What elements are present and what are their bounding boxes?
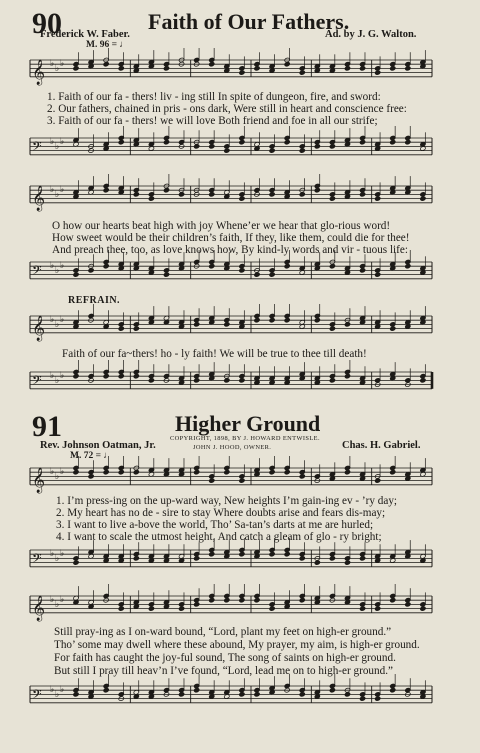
notehead xyxy=(163,188,169,193)
notehead xyxy=(329,688,335,693)
notehead xyxy=(103,188,109,193)
flat-icon: ♭ xyxy=(60,594,65,604)
half-note-icon: ♩ xyxy=(119,40,129,50)
notehead xyxy=(375,70,381,75)
notehead xyxy=(239,196,245,201)
notehead xyxy=(405,140,411,145)
hymn-91-chorus-line-2: Tho’ some may dwell where these abound, My prayer, my aim, is high-er ground. xyxy=(54,639,420,651)
notehead xyxy=(299,556,305,561)
notehead xyxy=(405,602,411,607)
bass-clef-icon: 𝄢 xyxy=(32,262,42,281)
notehead xyxy=(390,140,396,145)
hymn-91-chorus-line-3: For faith has caught the joy-ful sound, The song of saints on high-er ground. xyxy=(54,652,396,664)
notehead xyxy=(209,264,215,269)
notehead xyxy=(359,556,365,561)
notehead xyxy=(269,470,275,475)
notehead xyxy=(344,470,350,475)
notehead xyxy=(254,692,260,697)
notehead xyxy=(224,148,230,153)
quarter-note-icon: ♩ xyxy=(103,451,113,461)
notehead xyxy=(269,272,275,277)
hymn-91-system-1-bass xyxy=(0,544,480,584)
flat-icon: ♭ xyxy=(50,260,55,270)
notehead xyxy=(194,322,200,327)
notehead xyxy=(299,598,305,603)
notehead xyxy=(224,378,230,383)
hymn-91-owner: JOHN J. HOOD, OWNER. xyxy=(193,444,272,451)
notehead xyxy=(103,688,109,693)
flat-icon: ♭ xyxy=(50,184,55,194)
hymn-91-verse-4: 4. I want to scale the utmost height, And catch a gleam of glo - ry bright; xyxy=(56,531,382,543)
notehead xyxy=(329,264,335,269)
treble-clef-icon: 𝄞 xyxy=(32,315,46,341)
flat-icon: ♭ xyxy=(50,548,55,558)
flat-icon: ♭ xyxy=(60,184,65,194)
bass-clef-icon: 𝄢 xyxy=(32,550,42,569)
notehead xyxy=(163,140,169,145)
flat-icon: ♭ xyxy=(55,319,60,329)
hymn-90-refrain-bass xyxy=(0,366,480,406)
notehead xyxy=(344,66,350,71)
flat-icon: ♭ xyxy=(50,684,55,694)
notehead xyxy=(390,688,396,693)
notehead xyxy=(390,66,396,71)
flat-icon: ♭ xyxy=(55,375,60,385)
notehead xyxy=(359,192,365,197)
notehead xyxy=(344,560,350,565)
hymn-90-system-2-treble xyxy=(0,180,480,220)
flat-icon: ♭ xyxy=(50,314,55,324)
notehead xyxy=(314,144,320,149)
notehead xyxy=(329,326,335,331)
notehead xyxy=(224,322,230,327)
notehead xyxy=(239,478,245,483)
hymn-91-verse-2: 2. My heart has no de - sire to stay Where doubts arise and fears dis-may; xyxy=(56,507,386,519)
bass-clef-icon: 𝄢 xyxy=(32,686,42,705)
treble-clef-icon: 𝄞 xyxy=(32,185,46,211)
hymn-90-verse-3: 3. Faith of our fa - thers! we will love Both friend and foe in all our strife; xyxy=(47,115,378,127)
notehead xyxy=(299,192,305,197)
notehead xyxy=(133,374,139,379)
notehead xyxy=(148,378,154,383)
treble-clef-icon: 𝄞 xyxy=(32,59,46,85)
notehead xyxy=(405,66,411,71)
notehead xyxy=(359,606,365,611)
hymn-91-system-2-treble xyxy=(0,590,480,630)
flat-icon: ♭ xyxy=(50,370,55,380)
notehead xyxy=(103,374,109,379)
flat-icon: ♭ xyxy=(60,260,65,270)
notehead xyxy=(239,598,245,603)
hymn-90-verse-1: 1. Faith of our fa - thers! liv - ing still In spite of dungeon, fire, and sword: xyxy=(47,91,381,103)
flat-icon: ♭ xyxy=(55,189,60,199)
flat-icon: ♭ xyxy=(55,689,60,699)
notehead xyxy=(73,470,79,475)
notehead xyxy=(375,478,381,483)
hymn-90-number: 90 xyxy=(32,7,62,40)
notehead xyxy=(269,192,275,197)
notehead xyxy=(73,66,79,71)
hymn-90-author: Frederick W. Faber. xyxy=(40,29,130,40)
notehead xyxy=(359,268,365,273)
flat-icon: ♭ xyxy=(60,370,65,380)
notehead xyxy=(284,470,290,475)
notehead xyxy=(194,378,200,383)
hymn-90-system-2-bass xyxy=(0,256,480,296)
flat-icon: ♭ xyxy=(55,471,60,481)
notehead xyxy=(73,272,79,277)
tempo-label: M. 72 = xyxy=(70,451,104,461)
notehead xyxy=(329,196,335,201)
hymn-90-verse-2: 2. Our fathers, chained in pris - ons dark, Were still in heart and conscience free: xyxy=(47,103,407,115)
notehead xyxy=(284,264,290,269)
hymn-91-number: 91 xyxy=(32,410,62,443)
flat-icon: ♭ xyxy=(50,58,55,68)
hymn-90-title: Faith of Our Fathers. xyxy=(148,9,350,34)
hymn-91-author: Rev. Johnson Oatman, Jr. xyxy=(40,440,156,451)
notehead xyxy=(269,552,275,557)
notehead xyxy=(299,474,305,479)
notehead xyxy=(133,326,139,331)
notehead xyxy=(269,318,275,323)
notehead xyxy=(209,552,215,557)
flat-icon: ♭ xyxy=(55,141,60,151)
notehead xyxy=(420,196,426,201)
hymn-91-tempo xyxy=(70,452,113,462)
hymn-90-refrain-line: Faith of our fa~thers! ho - ly faith! We will be true to thee till death! xyxy=(62,348,367,360)
tempo-label: M. 96 = xyxy=(86,40,120,50)
flat-icon: ♭ xyxy=(60,136,65,146)
hymn-91-system-2-bass xyxy=(0,680,480,720)
hymn-91-chorus-line-1: Still pray-ing as I on-ward bound, “Lord, plant my feet on high-er ground.” xyxy=(54,626,392,638)
flat-icon: ♭ xyxy=(50,594,55,604)
notehead xyxy=(103,264,109,269)
treble-clef-icon: 𝄞 xyxy=(32,467,46,493)
hymn-91-verse-3: 3. I want to live a-bove the world, Tho’ Sa-tan’s darts at me are hurled; xyxy=(56,519,374,531)
notehead xyxy=(178,192,184,197)
flat-icon: ♭ xyxy=(60,548,65,558)
notehead xyxy=(375,272,381,277)
notehead xyxy=(299,692,305,697)
bass-clef-icon: 𝄢 xyxy=(32,372,42,391)
notehead xyxy=(148,196,154,201)
notehead xyxy=(239,552,245,557)
hymn-90-refrain-treble xyxy=(0,310,480,350)
notehead xyxy=(88,474,94,479)
notehead xyxy=(118,606,124,611)
flat-icon: ♭ xyxy=(50,136,55,146)
notehead xyxy=(329,144,335,149)
notehead xyxy=(299,148,305,153)
notehead xyxy=(390,598,396,603)
notehead xyxy=(118,470,124,475)
notehead xyxy=(344,692,350,697)
notehead xyxy=(194,688,200,693)
notehead xyxy=(178,606,184,611)
notehead xyxy=(254,318,260,323)
hymn-91-copyright: COPYRIGHT, 1898, BY J. HOWARD ENTWISLE. xyxy=(170,435,320,442)
flat-icon: ♭ xyxy=(55,63,60,73)
notehead xyxy=(420,606,426,611)
notehead xyxy=(133,470,139,475)
notehead xyxy=(209,144,215,149)
notehead xyxy=(375,196,381,201)
flat-icon: ♭ xyxy=(55,265,60,275)
notehead xyxy=(209,598,215,603)
flat-icon: ♭ xyxy=(60,466,65,476)
notehead xyxy=(359,696,365,701)
flat-icon: ♭ xyxy=(50,466,55,476)
refrain-label: REFRAIN. xyxy=(68,295,121,306)
notehead xyxy=(118,140,124,145)
notehead xyxy=(209,478,215,483)
notehead xyxy=(284,62,290,67)
notehead xyxy=(314,318,320,323)
notehead xyxy=(194,602,200,607)
hymn-90-chorus-line-3: And preach thee, too, as love knows how, By kind-ly words and vir - tuous life: xyxy=(52,244,408,256)
notehead xyxy=(163,66,169,71)
notehead xyxy=(224,598,230,603)
notehead xyxy=(239,140,245,145)
hymn-90-chorus-line-2: How sweet would be their children’s faith, If they, like them, could die for thee! xyxy=(52,232,410,244)
notehead xyxy=(375,696,381,701)
notehead xyxy=(73,692,79,697)
notehead xyxy=(209,62,215,67)
notehead xyxy=(133,556,139,561)
notehead xyxy=(118,374,124,379)
notehead xyxy=(254,66,260,71)
notehead xyxy=(239,378,245,383)
notehead xyxy=(269,606,275,611)
notehead xyxy=(254,598,260,603)
hymn-90-arranger: Ad. by J. G. Walton. xyxy=(325,29,417,40)
notehead xyxy=(103,470,109,475)
notehead xyxy=(163,272,169,277)
notehead xyxy=(375,606,381,611)
notehead xyxy=(359,140,365,145)
flat-icon: ♭ xyxy=(55,599,60,609)
notehead xyxy=(284,318,290,323)
notehead xyxy=(284,552,290,557)
hymn-90-tempo xyxy=(86,41,129,51)
hymn-91-verse-1: 1. I’m press-ing on the up-ward way, New heights I’m gain-ing ev - ’ry day; xyxy=(56,495,398,507)
hymn-91-composer: Chas. H. Gabriel. xyxy=(342,440,421,451)
notehead xyxy=(329,556,335,561)
notehead xyxy=(194,556,200,561)
flat-icon: ♭ xyxy=(60,58,65,68)
notehead xyxy=(239,692,245,697)
notehead xyxy=(299,70,305,75)
notehead xyxy=(178,692,184,697)
notehead xyxy=(118,66,124,71)
notehead xyxy=(359,66,365,71)
notehead xyxy=(88,268,94,273)
notehead xyxy=(239,268,245,273)
hymn-90-system-1-treble xyxy=(0,54,480,94)
notehead xyxy=(269,148,275,153)
hymn-90-chorus-line-1: O how our hearts beat high with joy Whene’er we hear that glo-rious word! xyxy=(52,220,391,232)
notehead xyxy=(254,272,260,277)
notehead xyxy=(314,188,320,193)
notehead xyxy=(344,322,350,327)
notehead xyxy=(405,264,411,269)
flat-icon: ♭ xyxy=(60,684,65,694)
hymn-91-title: Higher Ground xyxy=(175,411,321,436)
notehead xyxy=(239,70,245,75)
notehead xyxy=(73,560,79,565)
bass-clef-icon: 𝄢 xyxy=(32,138,42,157)
notehead xyxy=(209,192,215,197)
notehead xyxy=(133,192,139,197)
hymn-91-chorus-line-4: But still I pray till heav’n I’ve found, “Lord, lead me on to high-er ground.” xyxy=(54,665,393,677)
notehead xyxy=(194,144,200,149)
notehead xyxy=(329,378,335,383)
flat-icon: ♭ xyxy=(55,553,60,563)
notehead xyxy=(420,378,426,383)
notehead xyxy=(314,560,320,565)
treble-clef-icon: 𝄞 xyxy=(32,595,46,621)
flat-icon: ♭ xyxy=(60,314,65,324)
notehead xyxy=(224,470,230,475)
notehead xyxy=(284,140,290,145)
notehead xyxy=(103,62,109,67)
hymn-90-system-1-bass xyxy=(0,132,480,172)
notehead xyxy=(118,326,124,331)
notehead xyxy=(73,374,79,379)
notehead xyxy=(344,374,350,379)
notehead xyxy=(148,606,154,611)
notehead xyxy=(390,470,396,475)
notehead xyxy=(194,470,200,475)
notehead xyxy=(390,326,396,331)
